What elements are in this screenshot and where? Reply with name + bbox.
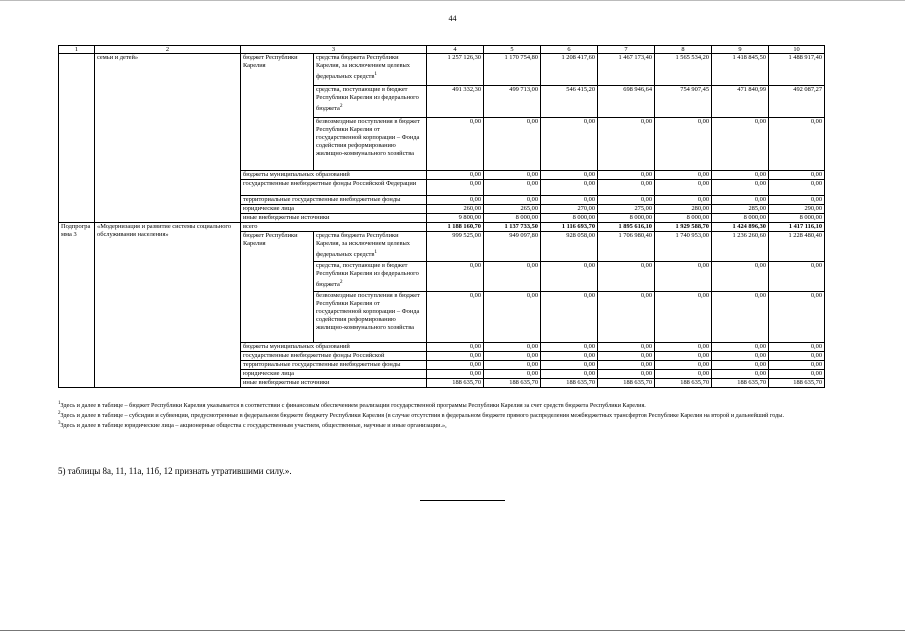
value-cell: 0,00 xyxy=(712,352,769,361)
footnote xyxy=(58,410,828,420)
total-value-cell: 1 929 588,70 xyxy=(655,223,712,232)
value-cell: 0,00 xyxy=(427,343,484,352)
value-cell: 0,00 xyxy=(655,292,712,343)
value-cell: 1 236 260,60 xyxy=(712,232,769,262)
value-cell: 0,00 xyxy=(712,262,769,292)
value-cell: 0,00 xyxy=(427,196,484,205)
value-cell: 270,00 xyxy=(541,205,598,214)
value-cell: 0,00 xyxy=(541,292,598,343)
footnote-text: Здесь и далее в таблице юридические лица – акционерные общества с государственным участием, общественные, научные и иные организации.», xyxy=(60,422,447,430)
value-cell: 0,00 xyxy=(427,370,484,379)
funding-table xyxy=(58,45,825,388)
value-cell: 999 525,00 xyxy=(427,232,484,262)
value-cell: 0,00 xyxy=(541,361,598,370)
value-cell: 188 635,70 xyxy=(598,379,655,388)
value-cell: 0,00 xyxy=(427,292,484,343)
value-cell: 0,00 xyxy=(769,352,825,361)
footnote-text: Здесь и далее в таблице – бюджет Республики Карелия указывается в соответствии с финансовым обеспечением реализации государственной программы Республики Карелия за счет средств бюджета Республики Карелия. xyxy=(60,402,646,410)
value-cell: 0,00 xyxy=(769,180,825,196)
value-cell: 499 713,00 xyxy=(484,86,541,118)
table-row xyxy=(59,54,825,86)
source-cell: иные внебюджетные источники xyxy=(241,214,427,223)
source-cell xyxy=(314,86,427,118)
value-cell: 1 418 845,50 xyxy=(712,54,769,86)
header-cell: 6 xyxy=(541,46,598,54)
value-cell: 0,00 xyxy=(484,118,541,171)
value-cell: 0,00 xyxy=(541,352,598,361)
value-cell: 1 170 754,80 xyxy=(484,54,541,86)
value-cell: 0,00 xyxy=(427,352,484,361)
source-cell xyxy=(314,54,427,86)
total-value-cell: 1 116 693,70 xyxy=(541,223,598,232)
value-cell: 0,00 xyxy=(598,118,655,171)
footnote xyxy=(58,400,828,410)
value-cell: 0,00 xyxy=(712,370,769,379)
value-cell: 0,00 xyxy=(769,343,825,352)
value-cell: 0,00 xyxy=(484,370,541,379)
value-cell: 0,00 xyxy=(598,370,655,379)
source-text: средства, поступающие в бюджет Республики Карелия из федерального бюджета xyxy=(316,86,419,113)
value-cell: 0,00 xyxy=(427,171,484,180)
value-cell: 0,00 xyxy=(598,292,655,343)
value-cell: 698 946,64 xyxy=(598,86,655,118)
value-cell: 188 635,70 xyxy=(655,379,712,388)
value-cell: 1 467 173,40 xyxy=(598,54,655,86)
value-cell: 0,00 xyxy=(769,292,825,343)
value-cell: 0,00 xyxy=(598,262,655,292)
value-cell: 0,00 xyxy=(655,118,712,171)
footnote-mark: 1 xyxy=(58,401,61,406)
source-cell: бюджеты муниципальных образований xyxy=(241,343,427,352)
value-cell: 1 228 480,40 xyxy=(769,232,825,262)
page-top-edge xyxy=(0,0,905,1)
header-cell: 8 xyxy=(655,46,712,54)
table-row-total xyxy=(59,223,825,232)
value-cell: 290,00 xyxy=(769,205,825,214)
value-cell: 546 415,20 xyxy=(541,86,598,118)
funding-table-container xyxy=(58,45,824,388)
header-cell: 1 xyxy=(59,46,95,54)
value-cell: 8 000,00 xyxy=(541,214,598,223)
value-cell: 1 740 953,00 xyxy=(655,232,712,262)
value-cell: 8 000,00 xyxy=(598,214,655,223)
value-cell: 0,00 xyxy=(769,171,825,180)
source-cell: юридические лица xyxy=(241,205,427,214)
value-cell: 1 488 917,40 xyxy=(769,54,825,86)
value-cell: 0,00 xyxy=(655,171,712,180)
value-cell: 0,00 xyxy=(598,171,655,180)
value-cell: 265,00 xyxy=(484,205,541,214)
table-header-row xyxy=(59,46,825,54)
subprogram-name-cell: «Модернизация и развитие системы социального обслуживания населения» xyxy=(95,223,241,388)
value-cell: 0,00 xyxy=(541,370,598,379)
footnote-ref: 1 xyxy=(374,71,378,77)
value-cell: 754 907,45 xyxy=(655,86,712,118)
value-cell: 8 000,00 xyxy=(655,214,712,223)
value-cell: 275,00 xyxy=(598,205,655,214)
header-cell: 10 xyxy=(769,46,825,54)
subprogram-number-cell: Подпрограмма 3 xyxy=(59,223,95,388)
value-cell: 8 000,00 xyxy=(712,214,769,223)
source-text: средства бюджета Республики Карелия, за исключением целевых федеральных средств xyxy=(316,54,410,81)
value-cell: 0,00 xyxy=(769,118,825,171)
source-cell: территориальные государственные внебюджетные фонды xyxy=(241,196,427,205)
footnote xyxy=(58,420,828,430)
source-cell: иные внебюджетные источники xyxy=(241,379,427,388)
footnote-mark: 2 xyxy=(58,411,61,417)
value-cell: 492 087,27 xyxy=(769,86,825,118)
value-cell: 491 332,30 xyxy=(427,86,484,118)
source-cell xyxy=(314,118,427,171)
value-cell: 0,00 xyxy=(484,262,541,292)
value-cell: 1 208 417,60 xyxy=(541,54,598,86)
value-cell: 0,00 xyxy=(427,361,484,370)
source-cell xyxy=(314,232,427,262)
closing-paragraph: 5) таблицы 8а, 11, 11а, 11б, 12 признать утратившими силу.». xyxy=(58,466,292,476)
value-cell: 188 635,70 xyxy=(712,379,769,388)
total-value-cell: 1 137 733,50 xyxy=(484,223,541,232)
footnote-mark: 3 xyxy=(58,421,61,427)
value-cell: 0,00 xyxy=(712,196,769,205)
value-cell: 1 257 126,30 xyxy=(427,54,484,86)
total-value-cell: 1 417 116,10 xyxy=(769,223,825,232)
value-cell: 0,00 xyxy=(655,370,712,379)
header-cell: 4 xyxy=(427,46,484,54)
value-cell: 0,00 xyxy=(655,196,712,205)
value-cell: 0,00 xyxy=(427,180,484,196)
value-cell: 0,00 xyxy=(427,118,484,171)
source-text: средства, поступающие в бюджет Республики Карелия из федерального бюджета xyxy=(316,262,419,289)
value-cell: 8 000,00 xyxy=(769,214,825,223)
value-cell: 0,00 xyxy=(541,180,598,196)
value-cell: 928 058,00 xyxy=(541,232,598,262)
footnote-ref: 1 xyxy=(374,249,378,255)
footnotes xyxy=(58,400,828,430)
value-cell: 0,00 xyxy=(541,171,598,180)
value-cell: 0,00 xyxy=(484,171,541,180)
value-cell: 0,00 xyxy=(598,352,655,361)
end-rule xyxy=(420,500,505,501)
value-cell: 0,00 xyxy=(655,352,712,361)
value-cell: 0,00 xyxy=(427,262,484,292)
value-cell: 280,00 xyxy=(655,205,712,214)
value-cell: 0,00 xyxy=(598,343,655,352)
value-cell: 0,00 xyxy=(712,118,769,171)
source-text: безвозмездные поступления в бюджет Республики Карелия от государственной корпорации – Фонда содействия реформированию жилищно-коммунального хозяйства xyxy=(316,118,420,157)
page-number: 44 xyxy=(448,14,457,23)
header-cell: 2 xyxy=(95,46,241,54)
program-name-cell: семьи и детей» xyxy=(95,54,241,223)
header-cell: 7 xyxy=(598,46,655,54)
source-cell: бюджеты муниципальных образований xyxy=(241,171,427,180)
value-cell: 0,00 xyxy=(484,196,541,205)
value-cell: 0,00 xyxy=(541,118,598,171)
source-cell: государственные внебюджетные фонды Российской Федерации xyxy=(241,180,427,196)
value-cell: 0,00 xyxy=(484,361,541,370)
value-cell: 0,00 xyxy=(712,180,769,196)
value-cell: 0,00 xyxy=(541,262,598,292)
value-cell: 8 000,00 xyxy=(484,214,541,223)
value-cell: 9 800,00 xyxy=(427,214,484,223)
program-cell xyxy=(59,54,95,223)
source-text: безвозмездные поступления в бюджет Республики Карелия от государственной корпорации – Фонда содействия реформированию жилищно-коммунального хозяйства xyxy=(316,292,420,331)
header-cell: 3 xyxy=(241,46,427,54)
value-cell: 0,00 xyxy=(484,343,541,352)
page-bottom-edge xyxy=(0,630,905,631)
value-cell: 0,00 xyxy=(484,352,541,361)
value-cell: 471 840,99 xyxy=(712,86,769,118)
source-cell xyxy=(314,292,427,343)
footnote-ref: 2 xyxy=(339,279,343,285)
value-cell: 1 565 534,20 xyxy=(655,54,712,86)
value-cell: 0,00 xyxy=(769,370,825,379)
value-cell: 0,00 xyxy=(769,262,825,292)
value-cell: 188 635,70 xyxy=(427,379,484,388)
value-cell: 0,00 xyxy=(712,361,769,370)
value-cell: 0,00 xyxy=(712,343,769,352)
value-cell: 0,00 xyxy=(598,196,655,205)
total-value-cell: 1 188 160,70 xyxy=(427,223,484,232)
value-cell: 0,00 xyxy=(541,343,598,352)
source-text: средства бюджета Республики Карелия, за исключением целевых федеральных средств xyxy=(316,232,410,259)
value-cell: 188 635,70 xyxy=(769,379,825,388)
footnote-text: Здесь и далее в таблице – субсидии и субвенции, предусмотренные в федеральном бюджете бюджету Республики Карелия (в случае отсутствия в федеральном бюджете прямого распределения межбюджетных трансфертов Республике Карелия на второй и дальнейший годы. xyxy=(60,412,784,420)
total-value-cell: 1 424 896,30 xyxy=(712,223,769,232)
budget-group-cell: бюджет Республики Карелия xyxy=(241,54,314,171)
value-cell: 0,00 xyxy=(484,292,541,343)
value-cell: 0,00 xyxy=(484,180,541,196)
budget-group-cell: бюджет Республики Карелия xyxy=(241,232,314,343)
value-cell: 260,00 xyxy=(427,205,484,214)
value-cell: 0,00 xyxy=(769,361,825,370)
value-cell: 0,00 xyxy=(541,196,598,205)
total-value-cell: 1 895 616,10 xyxy=(598,223,655,232)
header-cell: 5 xyxy=(484,46,541,54)
source-cell: юридические лица xyxy=(241,370,427,379)
value-cell: 0,00 xyxy=(598,180,655,196)
value-cell: 0,00 xyxy=(712,171,769,180)
value-cell: 0,00 xyxy=(655,343,712,352)
value-cell: 285,00 xyxy=(712,205,769,214)
value-cell: 0,00 xyxy=(769,196,825,205)
value-cell: 0,00 xyxy=(655,180,712,196)
header-cell: 9 xyxy=(712,46,769,54)
value-cell: 1 706 980,40 xyxy=(598,232,655,262)
value-cell: 188 635,70 xyxy=(541,379,598,388)
value-cell: 0,00 xyxy=(598,361,655,370)
value-cell: 0,00 xyxy=(655,361,712,370)
value-cell: 949 097,80 xyxy=(484,232,541,262)
value-cell: 0,00 xyxy=(655,262,712,292)
value-cell: 0,00 xyxy=(712,292,769,343)
source-cell: государственные внебюджетные фонды Российской xyxy=(241,352,427,361)
total-label-cell: всего xyxy=(241,223,427,232)
footnote-ref: 2 xyxy=(339,103,343,109)
source-cell: территориальные государственные внебюджетные фонды xyxy=(241,361,427,370)
source-cell xyxy=(314,262,427,292)
value-cell: 188 635,70 xyxy=(484,379,541,388)
